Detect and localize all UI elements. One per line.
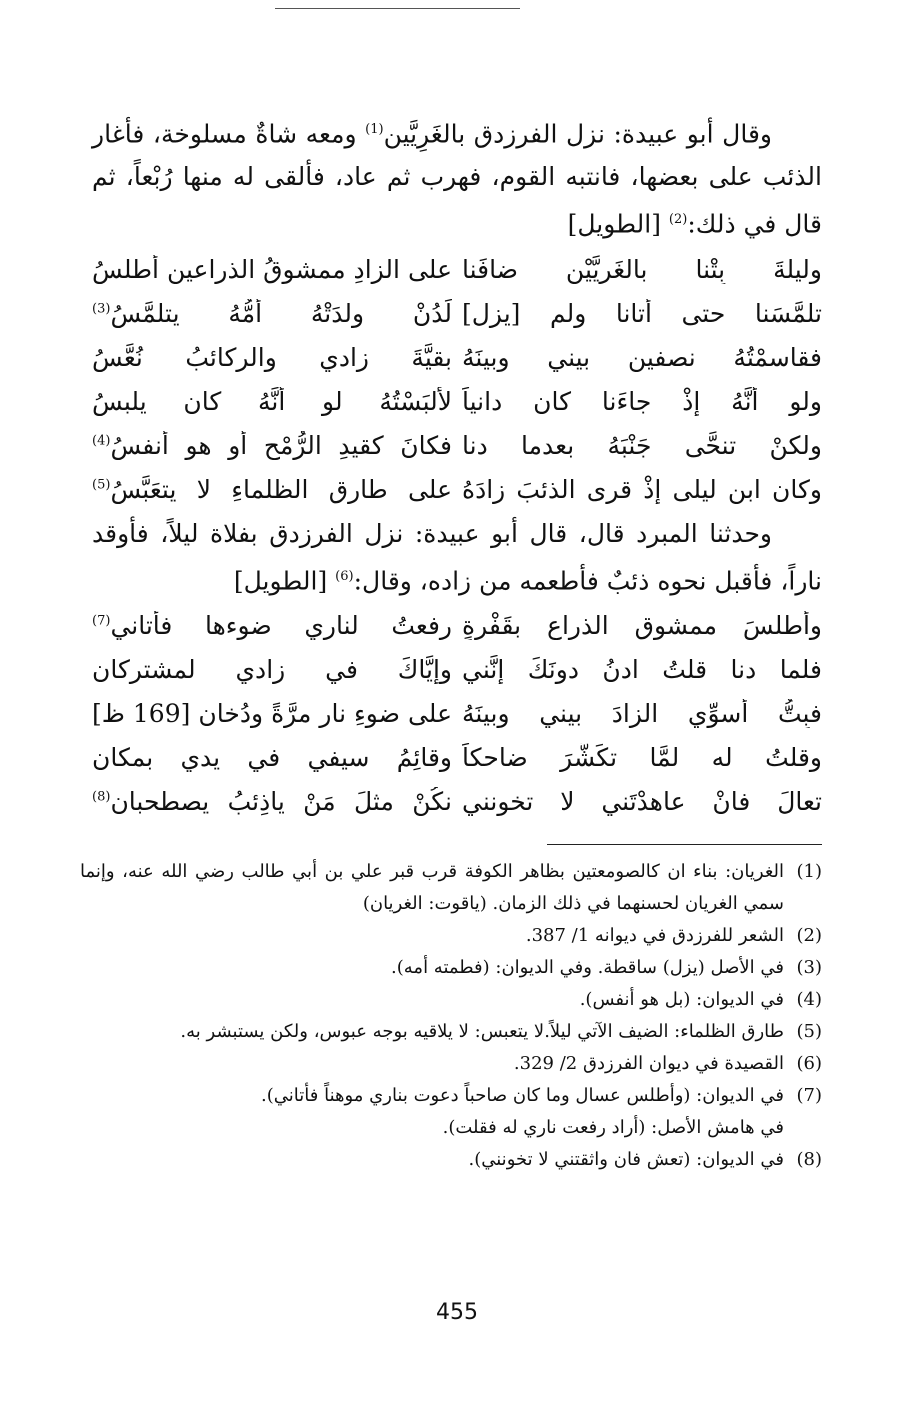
footnote-number: (2) (796, 925, 822, 946)
footnote-ref[interactable]: (8) (92, 790, 111, 806)
verse-line (92, 336, 822, 380)
hemistich-first: فلما دنا قلتُ ادنُ دونَكَ إنَّني (462, 655, 822, 685)
footnote-text: الشعر للفرزدق في ديوانه 1/ 387. (525, 925, 784, 946)
hemistich-first: وقلتُ له لمَّا تكَشَّرَ ضاحكاً (462, 743, 822, 773)
footnote-text: في الأصل (يزل) ساقطة. وفي الديوان: (فطمته أمه). (391, 957, 784, 978)
intro-paragraph-2 (92, 512, 822, 602)
hemistich-second-text: وقائِمُ سيفي في يدي بمكانِ (92, 743, 452, 773)
footnote-item (80, 856, 822, 920)
footnote-item (80, 1144, 822, 1176)
footnote-item (80, 984, 822, 1016)
verse-line (92, 380, 822, 424)
footnote-ref[interactable]: (2) (668, 212, 688, 228)
verse-line (92, 692, 822, 736)
footnote-item (80, 952, 822, 984)
hemistich-second (92, 787, 452, 816)
footnote-item (80, 1016, 822, 1048)
verse-line (92, 468, 822, 512)
hemistich-first: تلمَّسَنا حتى أتانا ولم [يزل] (462, 299, 822, 329)
footnote-continuation: في هامش الأصل: (أراد رفعت ناري له فقلت). (442, 1117, 784, 1138)
hemistich-second-text: بقيَّةَ زادي والركائبُ نُعَّسُ (92, 343, 452, 373)
footnote-text: في الديوان: (وأطلس عسال وما كان صاحباً دعوت بناري موهناً فأتاني). (261, 1085, 784, 1106)
footnote-ref[interactable]: (1) (365, 122, 384, 137)
footnote-number: (5) (796, 1021, 822, 1042)
hemistich-second-text: فكانَ كقيدِ الرُّمْحِ أو هو أنفسُ (110, 431, 452, 461)
footnote-number: (1) (796, 861, 822, 882)
footnote-ref[interactable]: (3) (92, 301, 111, 317)
footnote-text: في الديوان: (بل هو أنفس). (579, 989, 784, 1010)
hemistich-second (92, 655, 452, 684)
hemistich-second (92, 475, 452, 504)
hemistich-second (92, 743, 452, 772)
poem-1 (92, 248, 822, 512)
footnote-ref[interactable]: (5) (92, 477, 111, 493)
hemistich-second-text: وإيَّاكَ في زادي لمشتركانِ (92, 655, 452, 685)
footnote-ref[interactable]: (6) (335, 568, 354, 584)
hemistich-second-text: على الزادِ ممشوقُ الذراعينِ أطلسُ (92, 255, 452, 285)
hemistich-second-text: على ضوءِ نارٍ مرَّةً ودُخانِ [169 ظ] (92, 699, 452, 729)
hemistich-second-text: على طارقِ الظلماءِ لا يتعَبَّسُ (110, 475, 452, 505)
footnote-ref[interactable]: (7) (92, 614, 111, 630)
verse-line (92, 648, 822, 692)
footnote-text: في الديوان: (تعش فان واثقتني لا تخونني). (468, 1149, 784, 1170)
hemistich-first: وكان ابن ليلى إذْ قرى الذئبَ زادَهُ (462, 475, 822, 505)
footnote-number: (6) (796, 1053, 822, 1074)
footnote-number: (3) (796, 957, 822, 978)
verse-line (92, 736, 822, 780)
intro-paragraph-1 (92, 108, 822, 246)
footnote-number: (4) (796, 989, 822, 1010)
footnote-item (80, 1048, 822, 1080)
verse-line (92, 248, 822, 292)
footnote-number: (8) (796, 1149, 822, 1170)
footnote-text: القصيدة في ديوان الفرزدق 2/ 329. (513, 1053, 784, 1074)
hemistich-first: فقاسمْتُهُ نصفينِ بيني وبينَهُ (462, 343, 822, 373)
meter-label: [الطويل] (567, 209, 669, 239)
hemistich-second (92, 387, 452, 416)
hemistich-second-text: لألبَسْتُهُ لو أنَّهُ كان يلبسُ (92, 387, 452, 417)
footnote-rule (547, 844, 822, 845)
hemistich-first: ولكنْ تنحَّى جَنْبَهُ بعدما دنا (462, 431, 822, 461)
hemistich-second (92, 611, 452, 640)
paragraph-text: ومعه شاةٌ مسلوخة، فأغار الذئب على بعضها، فانتبه القوم، فهرب ثم عاد، فألقى له منها رُبْعاً، ثم قال في ذلك: (92, 119, 822, 239)
footnote-text: الغريان: بناء ان كالصومعتين بظاهر الكوفة قرب قبر علي بن أبي طالب رضي الله عنه، وإنما سمي الغريان لحسنهما في ذلك الزمان. (ياقوت: الغريان) (80, 861, 784, 914)
header-rule (275, 8, 520, 9)
verse-line (92, 424, 822, 468)
footnote-item (80, 1080, 822, 1112)
hemistich-first: وأطلسَ ممشوقِ الذراعِ بقَفْرةٍ (462, 611, 822, 641)
meter-label: [الطويل] (233, 565, 336, 595)
hemistich-second (92, 299, 452, 328)
verse-line (92, 780, 822, 824)
hemistich-first: وليلةَ بِتْنا بالغَرِيَّيْنِ ضافَنا (462, 255, 822, 285)
hemistich-first: فبِتُّ أُسوِّي الزادَ بيني وبينَهُ (462, 699, 822, 729)
footnote-text: طارق الظلماء: الضيف الآتي ليلاً.لا يتعبس: لا يلاقيه بوجه عبوس، ولكن يستبشر به. (180, 1021, 784, 1042)
hemistich-second (92, 699, 452, 728)
page-number: 455 (436, 1300, 478, 1325)
hemistich-second-text: نكُنْ مثلَ مَنْ ياذِئبُ يصطحبانِ (110, 787, 452, 817)
page-body (92, 108, 822, 824)
hemistich-first: تعالَ فانْ عاهدْتَني لا تخونني (462, 787, 822, 817)
verse-line (92, 604, 822, 648)
footnotes (80, 856, 822, 1176)
hemistich-first: ولو أنَّهُ إذْ جاءَنا كان دانياً (462, 387, 822, 417)
hemistich-second (92, 343, 452, 372)
paragraph-text: وقال أبو عبيدة: نزل الفرزدق بالغَرِيَّين (383, 119, 772, 149)
verse-line (92, 292, 822, 336)
hemistich-second (92, 255, 452, 284)
poem-2 (92, 604, 822, 824)
footnote-number: (7) (796, 1085, 822, 1106)
hemistich-second-text: رفعتُ لناري ضوءها فأتاني (110, 611, 452, 641)
footnote-ref[interactable]: (4) (92, 433, 111, 449)
hemistich-second-text: لَدُنْ ولدَتْهُ أُمُّهُ يتلمَّسُ (110, 299, 452, 329)
hemistich-second (92, 431, 452, 460)
paragraph-text: وحدثنا المبرد قال، قال أبو عبيدة: نزل الفرزدق بفلاة ليلاً، فأوقد ناراً، فأقبل نحوه ذئبٌ فأطعمه من زاده، وقال: (92, 518, 822, 595)
footnote-item (80, 920, 822, 952)
